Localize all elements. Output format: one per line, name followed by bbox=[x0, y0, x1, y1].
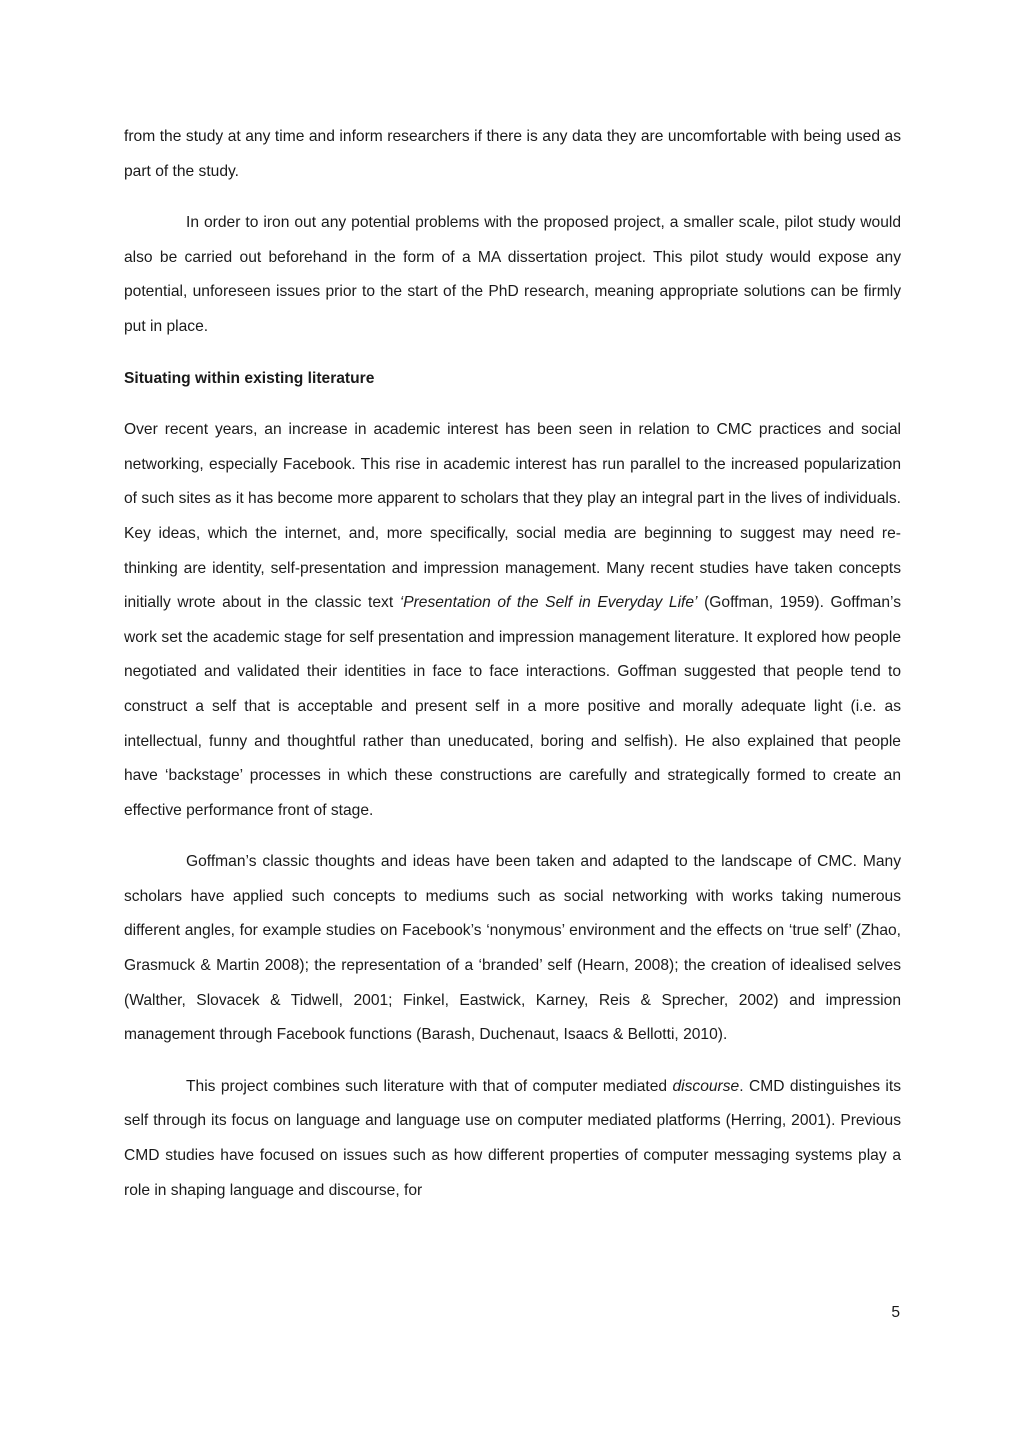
section-heading: Situating within existing literature bbox=[124, 369, 375, 387]
paragraph-cmd bbox=[124, 1070, 901, 1208]
emphasis-term: discourse bbox=[672, 1077, 740, 1095]
paragraph-text: Over recent years, an increase in academic interest has been seen in relation to CMC practices and social networking, especially Facebook. This rise in academic interest has run parallel to the increased popularization of such sites as it has become more apparent to scholars that they play an integral part in the lives of individuals. Key ideas, which the internet, and, more specifically, social media are beginning to suggest may need re-thinking are identity, self-presentation and impression management. Many recent studies have taken concepts initially wrote about in the classic text bbox=[124, 421, 901, 612]
paragraph-goffman: Goffman’s classic thoughts and ideas have been taken and adapted to the landscape of CMC. Many scholars have applied such concepts to mediums such as social networking with works taking numerous different angles, for example studies on Facebook’s ‘nonymous’ environment and the effects on ‘true self’ (Zhao, Grasmuck & Martin 2008); the representation of a ‘branded’ self (Hearn, 2008); the creation of idealised selves (Walther, Slovacek & Tidwell, 2001; Finkel, Eastwick, Karney, Reis & Sprecher, 2002) and impression management through Facebook functions (Barash, Duchenaut, Isaacs & Bellotti, 2010). bbox=[124, 853, 901, 1044]
paragraph-text: . CMD distinguishes its self through its focus on language and language use on computer mediated platforms (Herring, 2001). Previous CMD studies have focused on issues such as how different properties of computer messaging systems play a role in shaping language and discourse, for bbox=[124, 1077, 901, 1199]
paragraph-pilot-study: In order to iron out any potential problems with the proposed project, a smaller scale, pilot study would also be carried out beforehand in the form of a MA dissertation project. This pilot study would expose any potential, unforeseen issues prior to the start of the PhD research, meaning appropriate solutions can be firmly put in place. bbox=[124, 214, 901, 335]
document-page bbox=[124, 120, 901, 1208]
paragraph-literature bbox=[124, 413, 901, 828]
paragraph-continuation: from the study at any time and inform researchers if there is any data they are uncomfortable with being used as part of the study. bbox=[124, 128, 901, 180]
book-title: ‘Presentation of the Self in Everyday Life’ bbox=[399, 594, 698, 612]
paragraph-text: This project combines such literature with that of computer mediated bbox=[186, 1077, 673, 1095]
page-number: 5 bbox=[891, 1304, 900, 1321]
paragraph-text: (Goffman, 1959). Goffman’s work set the academic stage for self presentation and impression management literature. It explored how people negotiated and validated their identities in face to face interactions. Goffman suggested that people tend to construct a self that is acceptable and present self in a more positive and morally adequate light (i.e. as intellectual, funny and thoughtful rather than uneducated, boring and selfish). He also explained that people have ‘backstage’ processes in which these constructions are carefully and strategically formed to create an effective performance front of stage. bbox=[124, 594, 902, 819]
